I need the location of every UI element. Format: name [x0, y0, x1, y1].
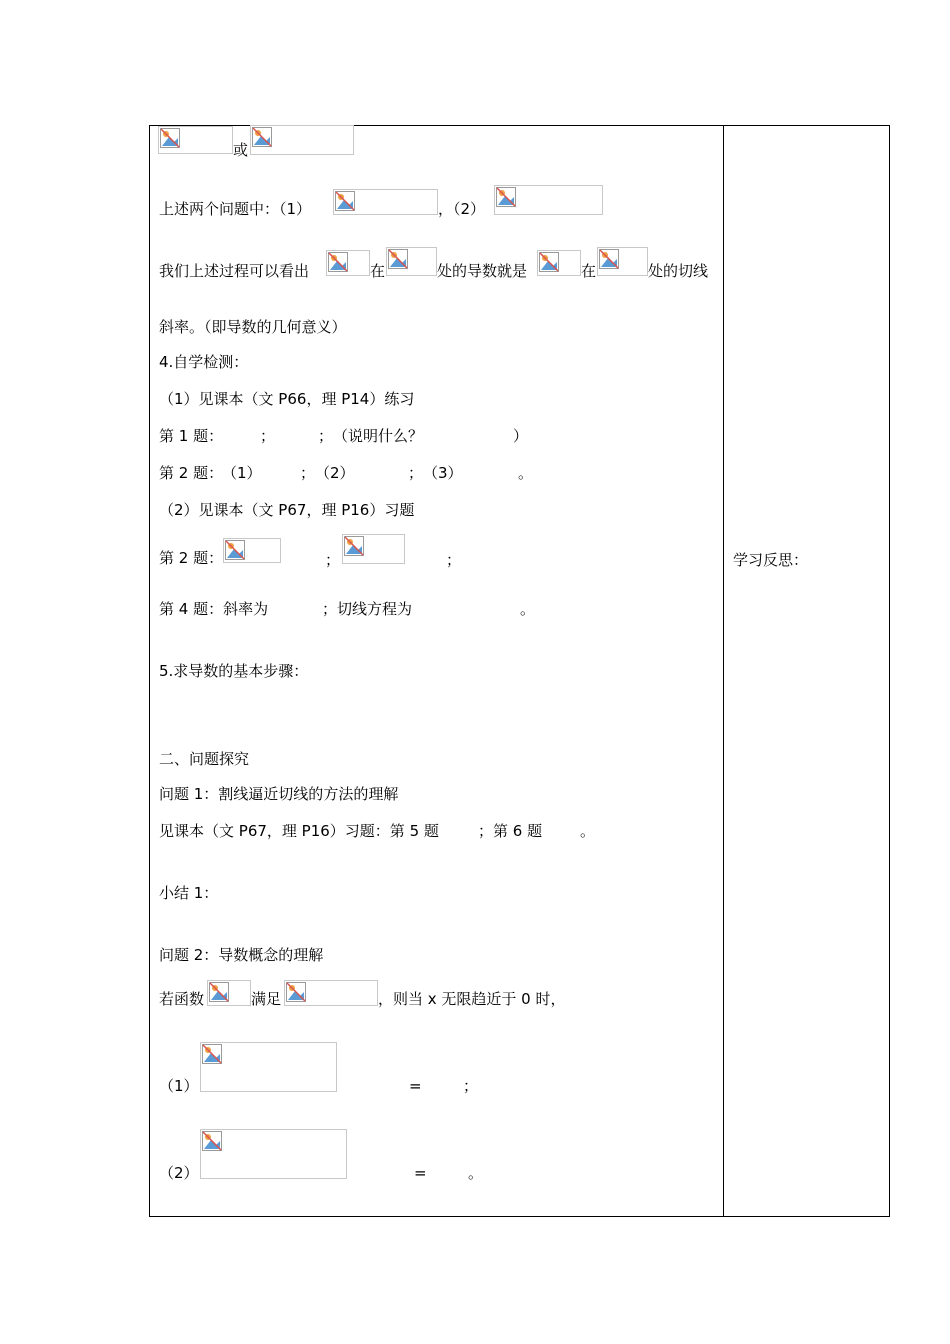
column-divider: [723, 125, 724, 1217]
book-line-a: 见课本（文 P67，理 P16）习题：第 5 题: [159, 822, 439, 840]
formula-image: [342, 534, 405, 564]
formula-image: [284, 980, 378, 1006]
broken-image-icon: [328, 252, 348, 272]
problem2-heading: 问题 2：导数概念的理解: [159, 946, 324, 964]
formula-image: [597, 247, 648, 276]
q2-end: 。: [518, 464, 534, 482]
broken-image-icon: [344, 536, 364, 556]
q2-semi1: ；: [300, 464, 316, 482]
broken-image-icon: [225, 540, 245, 560]
process-text-b: 在: [370, 262, 386, 280]
or-text: 或: [233, 141, 249, 159]
formula-image: [223, 538, 281, 563]
reflection-label: 学习反思：: [733, 551, 809, 569]
broken-image-icon: [202, 1044, 222, 1064]
steps-heading: 5.求导数的基本步骤：: [159, 662, 309, 680]
q1-close: ）: [513, 427, 529, 445]
problem1-heading: 问题 1：割线逼近切线的方法的理解: [159, 785, 399, 803]
q4-end: 。: [520, 600, 536, 618]
book-line-end: 。: [580, 822, 596, 840]
eq1-equals: =: [409, 1077, 422, 1095]
func-text-b: 满足: [251, 990, 282, 1008]
q1-label: 第 1 题：: [159, 427, 224, 445]
func-text-c: ，则当 x 无限趋近于 0 时，: [378, 990, 566, 1008]
self-check-item1: （1）见课本（文 P66，理 P14）练习: [159, 390, 415, 408]
q2-p3: （3）: [423, 464, 463, 482]
formula-image: [537, 250, 581, 276]
q1-semi1: ；: [260, 427, 276, 445]
broken-image-icon: [286, 982, 306, 1002]
q2-p2: （2）: [315, 464, 355, 482]
slope-line: 斜率。（即导数的几何意义）: [159, 318, 347, 336]
formula-image: [386, 247, 437, 276]
broken-image-icon: [160, 128, 180, 148]
process-text-c: 处的导数就是: [437, 262, 528, 280]
q4-semi: ；切线方程为: [322, 600, 413, 618]
q2b-label: 第 2 题：: [159, 549, 224, 567]
formula-image: [494, 185, 603, 215]
question-line-sep: ，（2）: [438, 200, 486, 218]
formula-image: [326, 250, 370, 276]
eq2-equals: =: [414, 1164, 427, 1182]
func-text-a: 若函数: [159, 990, 205, 1008]
formula-image: [250, 125, 354, 155]
process-text-a: 我们上述过程可以看出: [159, 262, 310, 280]
broken-image-icon: [252, 127, 272, 147]
eq1-end: ；: [463, 1077, 479, 1095]
process-text-d: 在: [581, 262, 597, 280]
formula-image: [200, 1042, 337, 1092]
broken-image-icon: [539, 252, 559, 272]
book-line-semi: ；第 6 题: [478, 822, 543, 840]
formula-image: [207, 980, 251, 1006]
summary1: 小结 1：: [159, 884, 219, 902]
q2b-semi2: ；: [446, 551, 462, 569]
broken-image-icon: [496, 187, 516, 207]
broken-image-icon: [599, 249, 619, 269]
question-line-prefix: 上述两个问题中：（1）: [159, 200, 312, 218]
broken-image-icon: [202, 1131, 222, 1151]
eq1-label: （1）: [159, 1077, 199, 1095]
self-check-heading: 4.自学检测：: [159, 353, 249, 371]
q2-semi2: ；: [408, 464, 424, 482]
process-text-e: 处的切线: [648, 262, 709, 280]
formula-image: [158, 126, 233, 154]
q2b-semi1: ；: [325, 551, 341, 569]
broken-image-icon: [335, 191, 355, 211]
q1-explain: （说明什么？: [333, 427, 424, 445]
eq2-label: （2）: [159, 1164, 199, 1182]
self-check-item2: （2）见课本（文 P67，理 P16）习题: [159, 501, 415, 519]
q1-semi2: ；: [318, 427, 334, 445]
broken-image-icon: [209, 982, 229, 1002]
q4-label: 第 4 题：斜率为: [159, 600, 269, 618]
formula-image: [200, 1129, 347, 1179]
q2-p1: （1）: [222, 464, 262, 482]
eq2-end: 。: [468, 1164, 484, 1182]
q2-label: 第 2 题：: [159, 464, 224, 482]
formula-image: [333, 189, 438, 215]
section2-heading: 二、问题探究: [159, 750, 250, 768]
broken-image-icon: [388, 249, 408, 269]
